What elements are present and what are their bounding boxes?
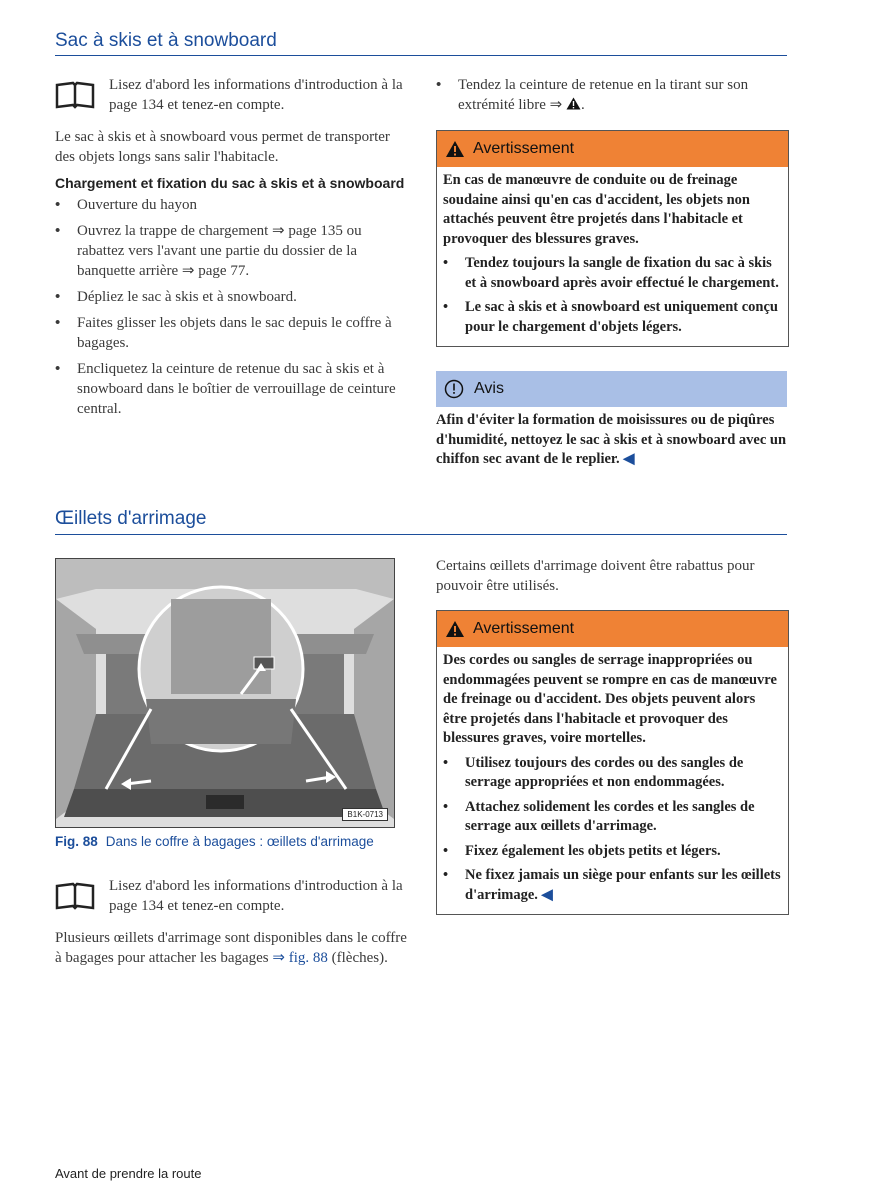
end-marker-icon: ◀ [623,451,635,467]
section-divider [55,55,787,56]
eyelets-intro: Certains œillets d'arrimage doivent être rabattus pour pouvoir être utilisés. [436,558,755,594]
warning-title: Avertissement [473,140,575,157]
book-note [55,75,407,119]
warning-triangle-icon [445,140,465,158]
subheading: Chargement et fixation du sac à skis et à snowboard [55,175,405,191]
figure-link[interactable]: ⇒ fig. 88 [272,950,328,966]
end-marker-icon: ◀ [541,886,553,903]
step-item: • Faites glisser les objets dans le sac depuis le coffre à bagages. [55,315,392,351]
warning-bullet: • Ne fixez jamais un siège pour enfants sur les œillets d'arrimage. ◀ [443,867,781,903]
trunk-illustration [56,559,394,827]
info-circle-icon [444,379,464,399]
warning-body [437,647,788,914]
warning-box [436,130,789,347]
warning-body [437,167,788,346]
figure-number: Fig. 88 [55,834,98,849]
right-column-2 [436,556,786,602]
left-column-1 [55,75,407,425]
warning-triangle-icon [445,620,465,638]
book-note-text: Lisez d'abord les informations d'introduction à la page 134 et tenez-en compte. [109,77,403,113]
warning-bullet: • Le sac à skis et à snowboard est uniquement conçu pour le chargement d'objets légers. [443,299,778,335]
notice-title: Avis [474,380,504,397]
section-divider [55,534,787,535]
warning-bullet: • Utilisez toujours des cordes ou des sangles de serrage appropriées et non endommagées. [443,754,744,790]
figure-id: B1K-0713 [342,808,388,821]
trunk-figure [55,558,395,828]
page-footer: Avant de prendre la route [55,1166,202,1181]
section-title: Sac à skis et à snowboard [55,30,277,51]
notice-header [436,371,787,407]
step-item: • Encliquetez la ceinture de retenue du sac à skis et à snowboard dans le boîtier de verrouillage de ceinture central. [55,361,396,417]
warning-bullet: • Tendez toujours la sangle de fixation du sac à skis et à snowboard après avoir effectué le chargement. [443,255,779,291]
figure-caption-text: Dans le coffre à bagages : œillets d'arrimage [105,834,374,849]
book-note [55,876,407,920]
warning-header [437,611,788,647]
warning-bullet: • Attachez solidement les cordes et les sangles de serrage aux œillets d'arrimage. [443,798,755,834]
left-column-2 [55,876,407,974]
eyelets-paragraph: Plusieurs œillets d'arrimage sont disponibles dans le coffre à bagages pour attacher les bagages ⇒ fig. 88 (flèches). [55,930,407,966]
warning-title: Avertissement [473,620,575,637]
book-icon [55,79,95,111]
right-column-1 [436,75,786,121]
step-item: • Tendez la ceinture de retenue en la tirant sur son extrémité libre ⇒ . [436,77,749,113]
warning-bullet: • Fixez également les objets petits et légers. [443,842,721,859]
step-item: • Ouvrez la trappe de chargement ⇒ page 135 ou rabattez vers l'avant une partie du dossier de la banquette arrière ⇒ page 77. [55,223,362,279]
book-icon [55,880,95,912]
section-title: Œillets d'arrimage [55,508,207,529]
step-item: • Ouverture du hayon [55,197,197,213]
step-item: • Dépliez le sac à skis et à snowboard. [55,289,297,305]
figure-caption [55,834,374,849]
warning-text: Des cordes ou sangles de serrage inappropriées ou endommagées peuvent se rompre en cas de manœuvre de freinage ou d'accident. Des objets peuvent alors être projetés dans l'habitacle et provoquer des blessures graves, voire mortelles. [443,652,777,746]
warning-header [437,131,788,167]
intro-paragraph: Le sac à skis et à snowboard vous permet de transporter des objets longs sans salir l'habitacle. [55,129,390,165]
warning-box [436,610,789,915]
warning-text: En cas de manœuvre de conduite ou de freinage soudaine ainsi qu'en cas d'accident, les objets non attachés peuvent être projetés dans l'habitacle et provoquer des blessures graves. [443,172,750,247]
notice-body: Afin d'éviter la formation de moisissures ou de piqûres d'humidité, nettoyez le sac à skis et à snowboard avec un chiffon sec avant de le replier. ◀ [436,412,787,467]
warning-triangle-icon [566,97,581,110]
book-note-text: Lisez d'abord les informations d'introduction à la page 134 et tenez-en compte. [109,878,403,914]
